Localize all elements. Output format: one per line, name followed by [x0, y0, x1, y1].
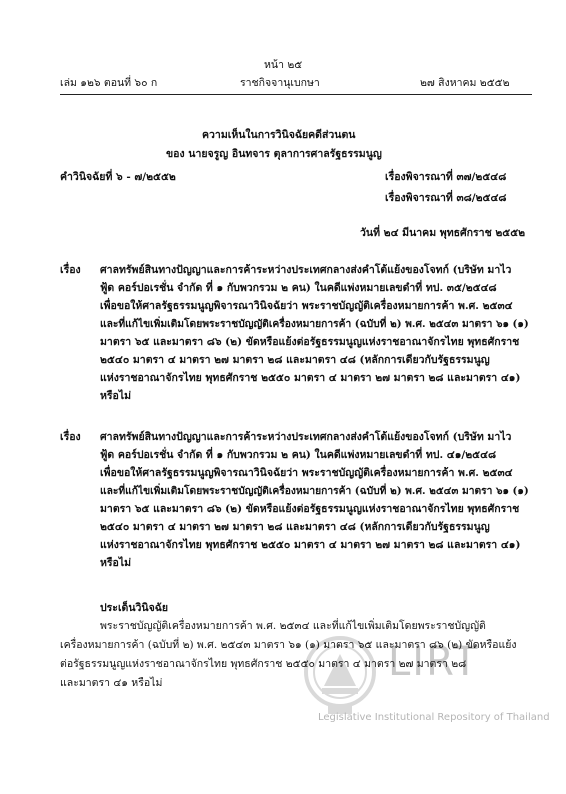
- subject-line: แห่งราชอาณาจักรไทย พุทธศักราช ๒๕๕๐ มาตรา ๔ มาตรา ๒๗ มาตรา ๒๘ และมาตรา ๔๑): [100, 372, 521, 384]
- issue-heading: ประเด็นวินิจฉัย: [100, 602, 169, 614]
- volume-issue: เล่ม ๑๒๖ ตอนที่ ๖๐ ก: [60, 77, 158, 89]
- subject-line: แห่งราชอาณาจักรไทย พุทธศักราช ๒๕๕๐ มาตรา ๔ มาตรา ๒๗ มาตรา ๒๘ และมาตรา ๔๑): [100, 539, 521, 551]
- issue-line: พระราชบัญญัติเครื่องหมายการค้า พ.ศ. ๒๕๓๔ และที่แก้ไขเพิ่มเติมโดยพระราชบัญญัติ: [100, 620, 486, 632]
- subject-line: และที่แก้ไขเพิ่มเติมโดยพระราชบัญญัติเครื่องหมายการค้า (ฉบับที่ ๒) พ.ศ. ๒๕๔๓ มาตรา ๖๑ (๑): [100, 485, 529, 497]
- case-number-2: เรื่องพิจารณาที่ ๓๘/๒๕๔๘: [385, 192, 507, 204]
- issue-line: เครื่องหมายการค้า (ฉบับที่ ๒) พ.ศ. ๒๕๔๓ มาตรา ๖๑ (๑) มาตรา ๖๕ และมาตรา ๘๖ (๒) ขัดหรือแย้ง: [60, 639, 517, 651]
- subject-line: ๒๕๔๐ มาตรา ๔ มาตรา ๒๗ มาตรา ๒๘ และมาตรา ๔๘ (หลักการเดียวกับรัฐธรรมนูญ: [100, 354, 490, 366]
- subject-line: มาตรา ๖๕ และมาตรา ๘๖ (๒) ขัดหรือแย้งต่อรัฐธรรมนูญแห่งราชอาณาจักรไทย พุทธศักราช: [100, 336, 520, 348]
- publish-date: ๒๗ สิงหาคม ๒๕๕๒: [420, 77, 510, 89]
- lirt-watermark-logo: LIRT: [388, 639, 480, 685]
- subject-line: หรือไม่: [100, 557, 132, 569]
- ruling-date: วันที่ ๒๔ มีนาคม พุทธศักราช ๒๕๕๒: [360, 227, 526, 239]
- subject-line: และที่แก้ไขเพิ่มเติมโดยพระราชบัญญัติเครื่องหมายการค้า (ฉบับที่ ๒) พ.ศ. ๒๕๔๓ มาตรา ๖๑ (๑): [100, 318, 529, 330]
- doc-author: ของ นายจรูญ อินทจาร ตุลาการศาลรัฐธรรมนูญ: [166, 148, 382, 160]
- ruling-number: คำวินิจฉัยที่ ๖ - ๗/๒๕๕๒: [60, 171, 176, 183]
- repository-watermark-text: Legislative Institutional Repository of Thailand: [318, 712, 550, 723]
- issue-line: ต่อรัฐธรรมนูญแห่งราชอาณาจักรไทย พุทธศักราช ๒๕๕๐ มาตรา ๔ มาตรา ๒๗ มาตรา ๒๘: [60, 658, 467, 670]
- subject-line: ๒๕๔๐ มาตรา ๔ มาตรา ๒๗ มาตรา ๒๘ และมาตรา ๔๘ (หลักการเดียวกับรัฐธรรมนูญ: [100, 521, 490, 533]
- page-number: หน้า ๒๕: [264, 59, 303, 71]
- gazette-name: ราชกิจจานุเบกษา: [240, 77, 320, 89]
- doc-title: ความเห็นในการวินิจฉัยคดีส่วนตน: [202, 129, 356, 141]
- case-number-1: เรื่องพิจารณาที่ ๓๗/๒๕๔๘: [385, 171, 507, 183]
- subject-line: ฟู้ด คอร์ปอเรชั่น จำกัด ที่ ๑ กับพวกรวม ๒ คน) ในคดีแพ่งหมายเลขดำที่ ทป. ๔๑/๒๕๔๘: [100, 449, 497, 461]
- subject-line: เพื่อขอให้ศาลรัฐธรรมนูญพิจารณาวินิจฉัยว่า พระราชบัญญัติเครื่องหมายการค้า พ.ศ. ๒๕๓๔: [100, 300, 513, 312]
- subject-label: เรื่อง: [60, 431, 81, 443]
- issue-line: และมาตรา ๔๑ หรือไม่: [60, 677, 163, 689]
- subject-line: ศาลทรัพย์สินทางปัญญาและการค้าระหว่างประเทศกลางส่งคำโต้แย้งของโจทก์ (บริษัท มาไว: [100, 431, 512, 443]
- subject-label: เรื่อง: [60, 264, 81, 276]
- subject-line: ศาลทรัพย์สินทางปัญญาและการค้าระหว่างประเทศกลางส่งคำโต้แย้งของโจทก์ (บริษัท มาไว: [100, 264, 512, 276]
- header-divider: [60, 94, 532, 95]
- subject-line: เพื่อขอให้ศาลรัฐธรรมนูญพิจารณาวินิจฉัยว่า พระราชบัญญัติเครื่องหมายการค้า พ.ศ. ๒๕๓๔: [100, 467, 513, 479]
- subject-line: ฟู้ด คอร์ปอเรชั่น จำกัด ที่ ๑ กับพวกรวม ๒ คน) ในคดีแพ่งหมายเลขดำที่ ทป. ๓๕/๒๕๔๘: [100, 282, 497, 294]
- subject-line: มาตรา ๖๕ และมาตรา ๘๖ (๒) ขัดหรือแย้งต่อรัฐธรรมนูญแห่งราชอาณาจักรไทย พุทธศักราช: [100, 503, 520, 515]
- subject-line: หรือไม่: [100, 390, 132, 402]
